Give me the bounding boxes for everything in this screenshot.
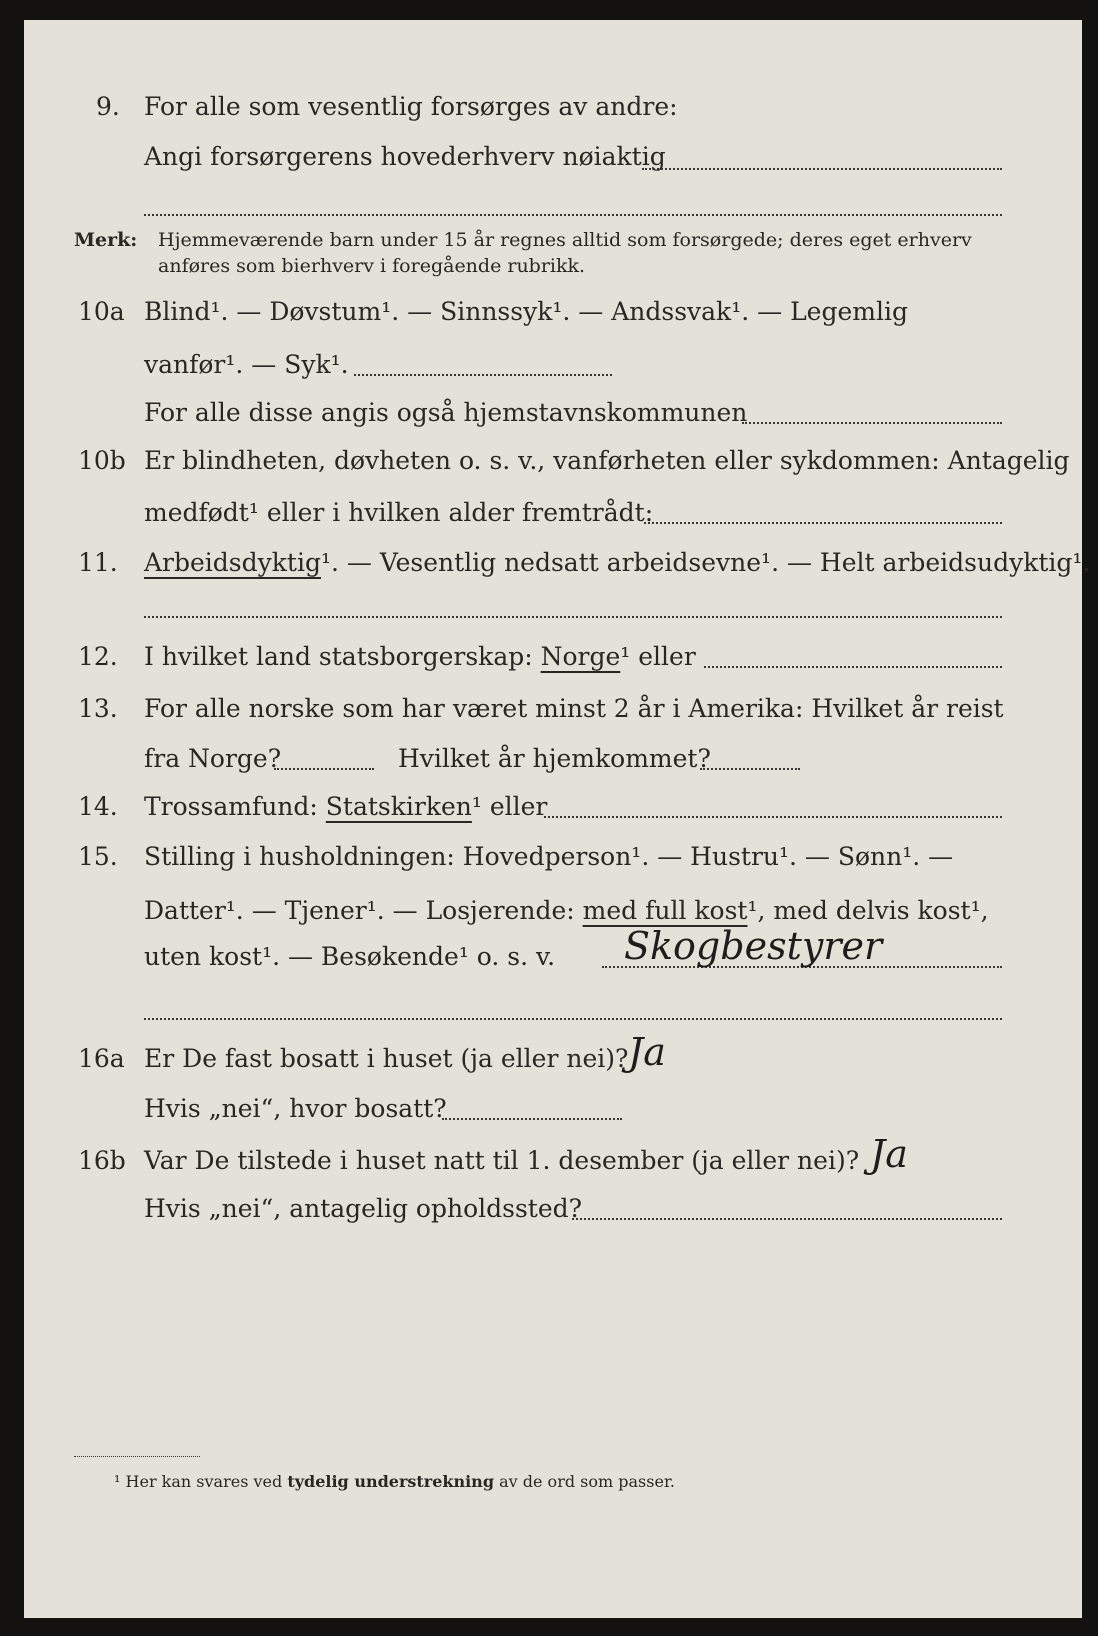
q10a-line1: Blind¹. — Døvstum¹. — Sinnssyk¹. — Andssvak¹. — Legemlig bbox=[144, 297, 908, 326]
q10a-line2: vanfør¹. — Syk¹. bbox=[144, 350, 349, 379]
q14-line bbox=[144, 792, 547, 822]
q15-line1: Stilling i husholdningen: Hovedperson¹. — Hustru¹. — Sønn¹. — bbox=[144, 842, 954, 871]
q15-line2a: Datter¹. — Tjener¹. — Losjerende: bbox=[144, 896, 575, 925]
q15-line2b: ¹, med delvis kost¹, bbox=[747, 896, 989, 925]
q16a-answer-line[interactable] bbox=[442, 1118, 622, 1120]
q13-departure-line[interactable] bbox=[274, 768, 374, 770]
q12-answer-line[interactable] bbox=[704, 666, 1002, 668]
q13-line1: For alle norske som har været minst 2 år i Amerika: Hvilket år reist bbox=[144, 694, 1004, 723]
merk-line1: Hjemmeværende barn under 15 år regnes alltid som forsørgede; deres eget erhverv bbox=[158, 229, 972, 251]
q10a-number: 10a bbox=[78, 297, 125, 326]
q14-number: 14. bbox=[78, 792, 118, 821]
q9-number: 9. bbox=[96, 92, 120, 121]
q13-return-line[interactable] bbox=[700, 768, 800, 770]
q10a-line3: For alle disse angis også hjemstavnskommunen bbox=[144, 398, 748, 427]
q16b-line2: Hvis „nei“, antagelig opholdssted? bbox=[144, 1194, 583, 1223]
q9-answer-line-2[interactable] bbox=[144, 214, 1002, 216]
footnote bbox=[114, 1472, 675, 1492]
footnote-pre: Her kan svares ved bbox=[125, 1472, 283, 1491]
q11-number: 11. bbox=[78, 548, 118, 577]
merk-label: Merk: bbox=[74, 229, 138, 251]
q12-line bbox=[144, 642, 696, 672]
q9-answer-line[interactable] bbox=[642, 168, 1002, 170]
q12-option-norge[interactable]: Norge bbox=[540, 642, 621, 671]
q16a-handwritten-answer: Ja bbox=[628, 1030, 666, 1074]
census-form-page bbox=[24, 20, 1091, 1618]
q16a-number: 16a bbox=[78, 1044, 125, 1073]
q15-answer-line-2[interactable] bbox=[144, 1018, 1002, 1020]
q16b-handwritten-answer: Ja bbox=[870, 1132, 908, 1176]
q10a-municipality-line[interactable] bbox=[742, 422, 1002, 424]
q11-answer-line[interactable] bbox=[144, 616, 1002, 618]
q9-line1: For alle som vesentlig forsørges av andre: bbox=[144, 92, 678, 121]
q10a-answer-line[interactable] bbox=[354, 374, 612, 376]
q10b-line1: Er blindheten, døvheten o. s. v., vanførheten eller sykdommen: Antagelig bbox=[144, 446, 1070, 475]
q12-number: 12. bbox=[78, 642, 118, 671]
q12-post: ¹ eller bbox=[620, 642, 696, 671]
q15-option-med-full-kost[interactable]: med full kost bbox=[582, 896, 748, 925]
merk-line2: anføres som bierhverv i foregående rubrikk. bbox=[158, 255, 586, 277]
q16b-answer-line[interactable] bbox=[572, 1218, 1002, 1220]
q13-number: 13. bbox=[78, 694, 118, 723]
footnote-bold: tydelig understrekning bbox=[287, 1472, 494, 1491]
q14-option-statskirken[interactable]: Statskirken bbox=[325, 792, 472, 821]
q13-line2b: Hvilket år hjemkommet? bbox=[398, 744, 711, 773]
q15-number: 15. bbox=[78, 842, 118, 871]
q10b-answer-line[interactable] bbox=[644, 522, 1002, 524]
q9-line2: Angi forsørgerens hovederhverv nøiaktig bbox=[144, 142, 666, 171]
q16a-line1: Er De fast bosatt i huset (ja eller nei)? bbox=[144, 1044, 629, 1073]
q10b-line2: medfødt¹ eller i hvilken alder fremtrådt: bbox=[144, 498, 654, 527]
q12-pre: I hvilket land statsborgerskap: bbox=[144, 642, 533, 671]
q14-post: ¹ eller bbox=[471, 792, 548, 821]
q10b-number: 10b bbox=[78, 446, 126, 475]
footnote-post: av de ord som passer. bbox=[499, 1472, 675, 1491]
q11-rest: ¹. — Vesentlig nedsatt arbeidsevne¹. — Helt arbeidsudyktig¹. bbox=[320, 548, 1091, 577]
q14-answer-line[interactable] bbox=[544, 816, 1002, 818]
footnote-rule bbox=[74, 1456, 200, 1457]
q14-pre: Trossamfund: bbox=[144, 792, 318, 821]
q16a-line2: Hvis „nei“, hvor bosatt? bbox=[144, 1094, 447, 1123]
q15-handwritten-answer: Skogbestyrer bbox=[624, 924, 883, 968]
q16b-line1: Var De tilstede i huset natt til 1. desember (ja eller nei)? bbox=[144, 1146, 860, 1175]
q15-line3: uten kost¹. — Besøkende¹ o. s. v. bbox=[144, 942, 556, 971]
footnote-mark: ¹ bbox=[114, 1472, 121, 1491]
q11-line bbox=[144, 548, 1090, 578]
q13-line2a: fra Norge? bbox=[144, 744, 282, 773]
q11-option-arbeidsdyktig[interactable]: Arbeidsdyktig bbox=[144, 548, 321, 577]
q15-line2 bbox=[144, 896, 989, 926]
q16b-number: 16b bbox=[78, 1146, 126, 1175]
